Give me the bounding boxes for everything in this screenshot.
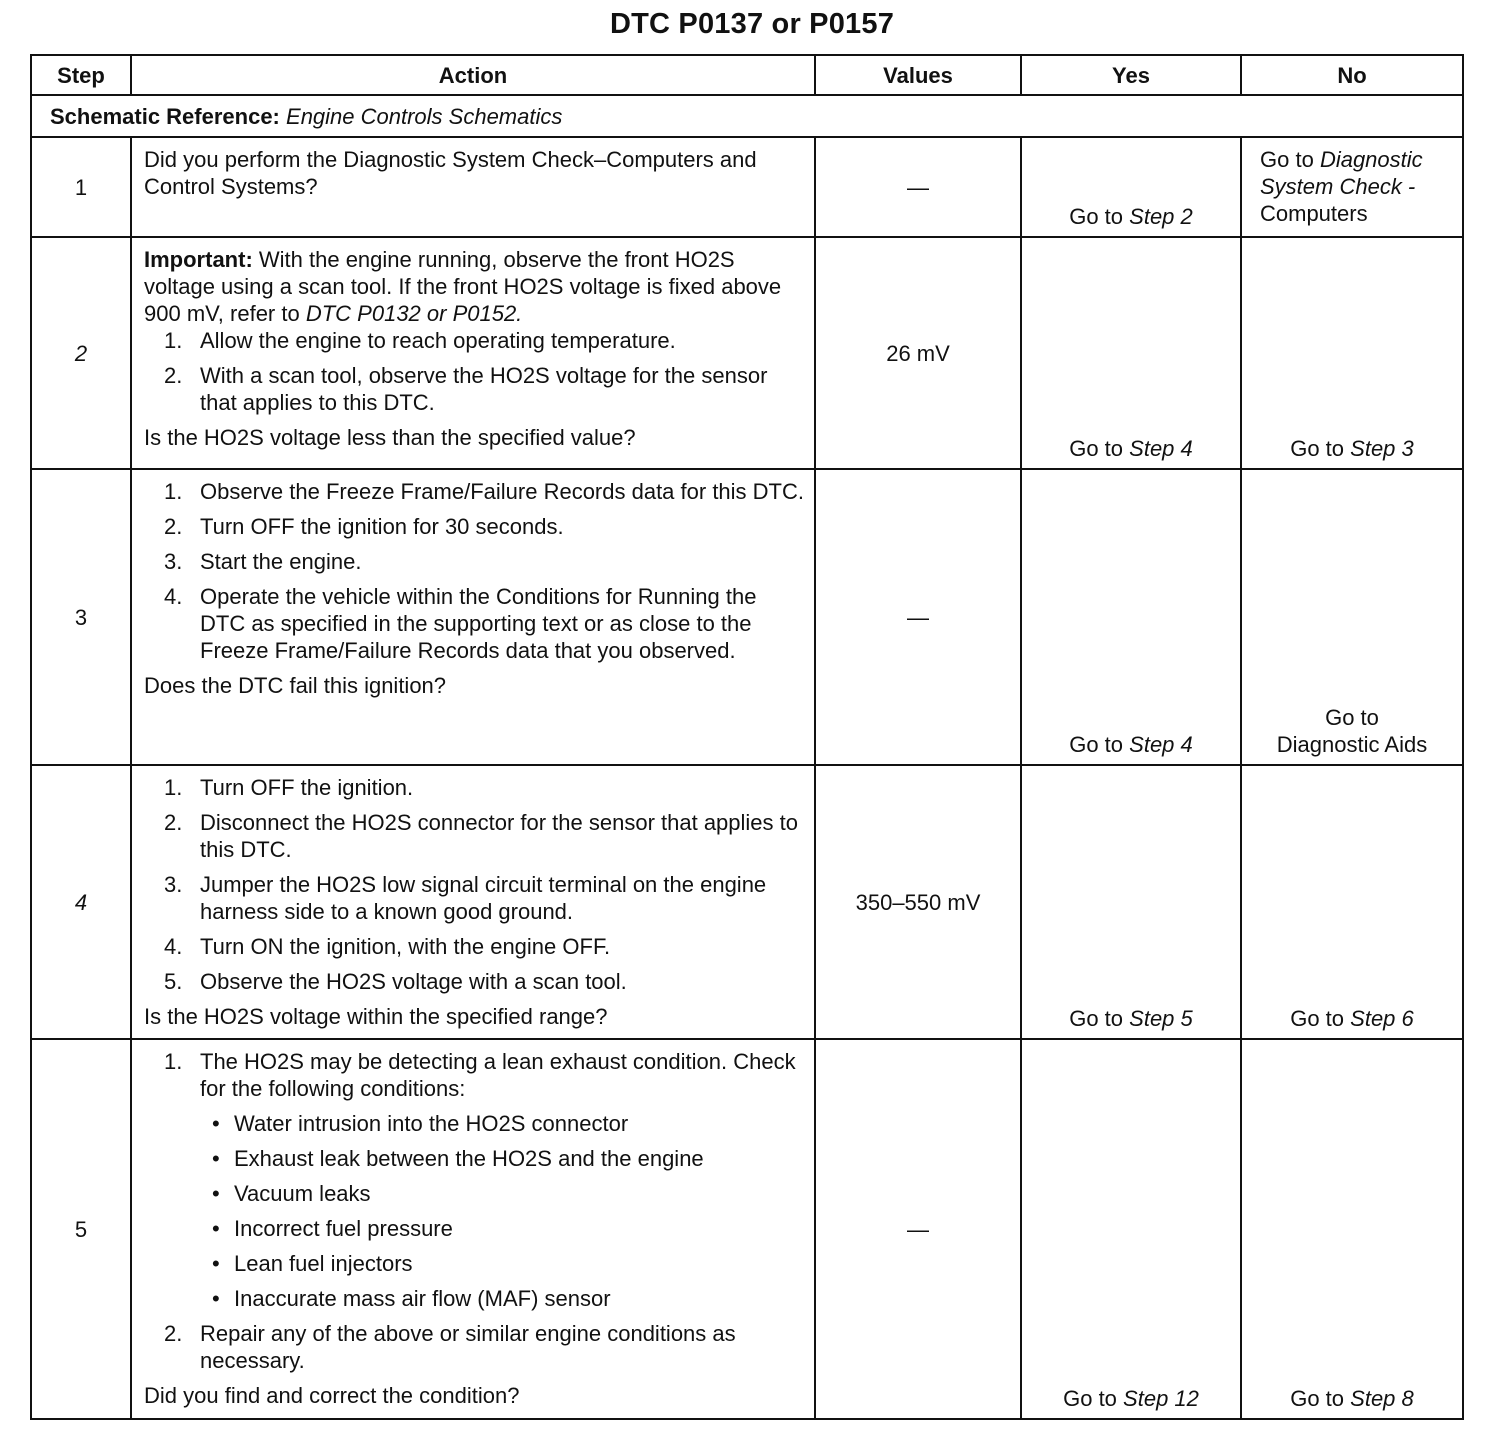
action-question: Did you perform the Diagnostic System Check–Computers and Control Systems? <box>144 147 757 199</box>
bullet-item: • Vacuum leaks <box>200 1180 804 1207</box>
action-cell <box>131 469 815 765</box>
list-item: 1. The HO2S may be detecting a lean exhaust condition. Check for the following conditions: • Water intrusion into the HO2S connector • Exhaust leak between the HO2S and the engine • Vacuum leaks • Incorrect fuel pressure • Lean fuel injectors • Inaccurate mass air flow (MAF) sensor <box>144 1048 804 1312</box>
action-cell <box>131 237 815 469</box>
table-row <box>31 469 1463 765</box>
table-row <box>31 1039 1463 1419</box>
value-cell: 350–550 mV <box>815 765 1021 1039</box>
action-question: Did you find and correct the condition? <box>144 1383 520 1408</box>
no-step-link: Step 6 <box>1350 1006 1414 1031</box>
action-cell <box>131 765 815 1039</box>
header-no: No <box>1241 55 1463 95</box>
step-number: 3 <box>31 469 131 765</box>
no-prefix: Go to <box>1260 147 1314 172</box>
bullet-item: • Lean fuel injectors <box>200 1250 804 1277</box>
bullet-item: • Inaccurate mass air flow (MAF) sensor <box>200 1285 804 1312</box>
no-cell <box>1241 469 1463 765</box>
list-item: 4. Turn ON the ignition, with the engine OFF. <box>164 934 611 959</box>
no-prefix: Go to <box>1290 436 1345 461</box>
yes-cell <box>1021 137 1241 237</box>
yes-step-link: Step 4 <box>1129 436 1193 461</box>
yes-prefix: Go to <box>1069 204 1124 229</box>
action-cell <box>131 1039 815 1419</box>
list-item: 2. Disconnect the HO2S connector for the sensor that applies to this DTC. <box>164 810 798 862</box>
important-ref: DTC P0132 or P0152. <box>305 301 523 326</box>
no-cell <box>1241 765 1463 1039</box>
header-yes: Yes <box>1021 55 1241 95</box>
bullet-item: • Water intrusion into the HO2S connector <box>200 1110 804 1137</box>
no-step-link: Diagnostic System Check - <box>1260 147 1423 199</box>
list-item: 1. Allow the engine to reach operating temperature. <box>164 328 676 353</box>
list-item: 3. Start the engine. <box>164 549 362 574</box>
yes-step-link: Step 2 <box>1129 204 1193 229</box>
list-item: 3. Jumper the HO2S low signal circuit terminal on the engine harness side to a known good ground. <box>164 872 767 924</box>
no-line2: Diagnostic Aids <box>1276 732 1428 757</box>
yes-prefix: Go to <box>1069 1006 1124 1031</box>
action-question: Is the HO2S voltage within the specified range? <box>144 1004 608 1029</box>
action-steps <box>144 478 804 664</box>
header-values: Values <box>815 55 1021 95</box>
list-item: 2. Repair any of the above or similar engine conditions as necessary. <box>164 1321 736 1373</box>
yes-cell <box>1021 1039 1241 1419</box>
important-label: Important: <box>144 247 253 272</box>
yes-cell <box>1021 469 1241 765</box>
important-text: With the engine running, observe the front HO2S voltage using a scan tool. If the front HO2S voltage is fixed above 900 mV, refer to <box>144 247 782 326</box>
no-prefix: Go to <box>1290 1386 1345 1411</box>
no-step-link: Step 3 <box>1350 436 1414 461</box>
schematic-reference <box>31 95 1463 137</box>
step-number: 5 <box>31 1039 131 1419</box>
step-number: 4 <box>31 765 131 1039</box>
schematic-row <box>31 95 1463 137</box>
action-question: Does the DTC fail this ignition? <box>144 673 447 698</box>
schematic-link: Engine Controls Schematics <box>286 103 563 129</box>
table-row <box>31 137 1463 237</box>
list-item: 1. Observe the Freeze Frame/Failure Records data for this DTC. <box>164 479 804 504</box>
no-prefix: Go to <box>1290 1006 1345 1031</box>
no-suffix: Computers <box>1260 201 1368 226</box>
bullet-item: • Exhaust leak between the HO2S and the engine <box>200 1145 804 1172</box>
no-line1: Go to <box>1325 705 1379 730</box>
value-cell: 26 mV <box>815 237 1021 469</box>
yes-prefix: Go to <box>1069 436 1124 461</box>
action-cell <box>131 137 815 237</box>
value-cell: — <box>815 137 1021 237</box>
schematic-label: Schematic Reference: <box>50 103 280 129</box>
action-question: Is the HO2S voltage less than the specified value? <box>144 425 636 450</box>
action-steps <box>144 774 804 995</box>
yes-prefix: Go to <box>1063 1386 1117 1411</box>
header-row <box>31 55 1463 95</box>
list-item: 1. Turn OFF the ignition. <box>164 775 414 800</box>
yes-step-link: Step 5 <box>1129 1006 1193 1031</box>
list-item: 5. Observe the HO2S voltage with a scan tool. <box>164 969 627 994</box>
table-row <box>31 765 1463 1039</box>
action-steps <box>144 1048 804 1374</box>
diagnostic-table <box>30 54 1464 1420</box>
condition-list <box>200 1110 804 1312</box>
action-steps <box>144 327 804 416</box>
list-item: 2. Turn OFF the ignition for 30 seconds. <box>164 514 564 539</box>
header-step: Step <box>31 55 131 95</box>
header-action: Action <box>131 55 815 95</box>
step-number: 2 <box>31 237 131 469</box>
yes-step-link: Step 12 <box>1123 1386 1199 1411</box>
table-row <box>31 237 1463 469</box>
yes-step-link: Step 4 <box>1129 732 1193 757</box>
step-number: 1 <box>31 137 131 237</box>
no-step-link: Step 8 <box>1350 1386 1414 1411</box>
value-cell: — <box>815 1039 1021 1419</box>
list-item: 2. With a scan tool, observe the HO2S voltage for the sensor that applies to this DTC. <box>164 363 768 415</box>
no-cell <box>1241 237 1463 469</box>
bullet-item: • Incorrect fuel pressure <box>200 1215 804 1242</box>
list-item: 4. Operate the vehicle within the Conditions for Running the DTC as specified in the supporting text or as close to the Freeze Frame/Failure Records data that you observed. <box>164 584 757 663</box>
important-note <box>144 246 804 327</box>
no-cell <box>1241 1039 1463 1419</box>
yes-prefix: Go to <box>1069 732 1124 757</box>
page-title: DTC P0137 or P0157 <box>609 8 895 40</box>
value-cell: — <box>815 469 1021 765</box>
yes-cell <box>1021 765 1241 1039</box>
no-cell <box>1241 137 1463 237</box>
yes-cell <box>1021 237 1241 469</box>
